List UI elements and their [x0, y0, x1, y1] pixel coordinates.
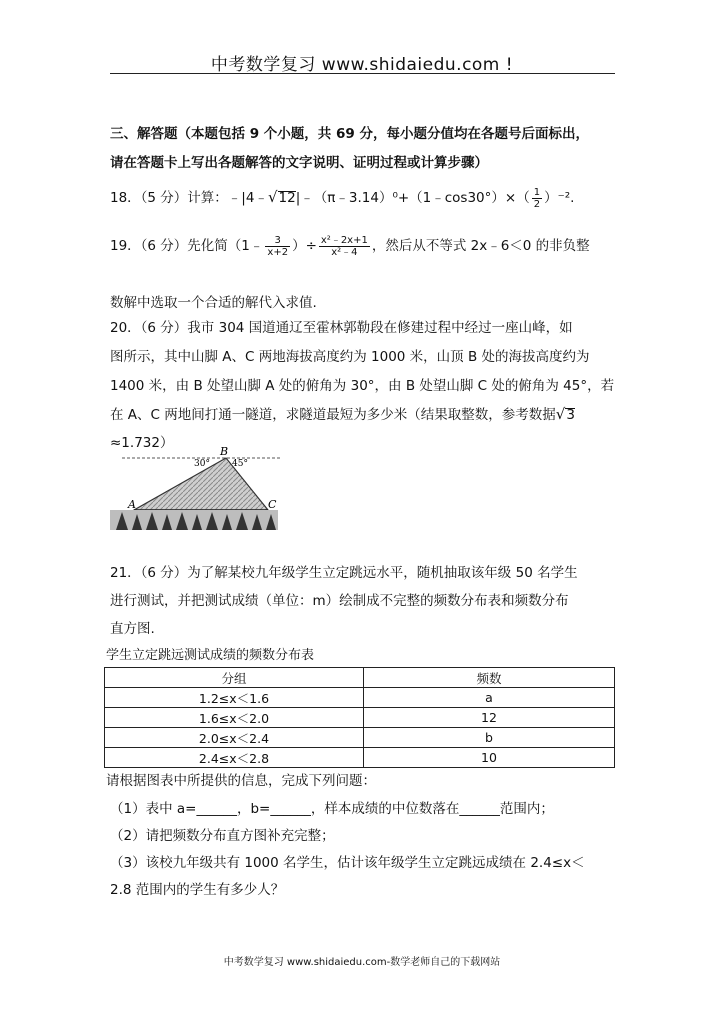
mountain-figure-drawing [108, 445, 283, 534]
table-row [105, 728, 615, 748]
q21-sub3-line1: （3）该校九年级共有 1000 名学生，估计该年级学生立定跳远成绩在 2.4≤x＜ [110, 855, 585, 871]
section-heading-line1: 三、解答题（本题包括 9 个小题，共 69 分，每小题分值均在各题号后面标出， [110, 126, 589, 142]
label-a: A [128, 498, 136, 511]
table-cell-frequency: a [364, 688, 615, 708]
q20-line4-text: 在 A、C 两地间打通一隧道，求隧道最短为多少米（结果取整数，参考数据 [110, 407, 556, 423]
q19-mid: ）÷ [292, 238, 317, 254]
label-b: B [220, 445, 229, 458]
question-19 [110, 234, 590, 268]
q19-suffix: ，然后从不等式 2x﹣6＜0 的非负整 [371, 238, 590, 254]
table-row [105, 748, 615, 768]
table-title: 学生立定跳远测试成绩的频数分布表 [106, 648, 315, 663]
q19-fraction-1 [265, 235, 290, 258]
table-header-frequency: 频数 [364, 668, 615, 688]
table-cell-range: 1.6≤x＜2.0 [105, 708, 364, 728]
table-cell-frequency: 12 [364, 708, 615, 728]
q20-line1: 20．（6 分）我市 304 国道通辽至霍林郭勒段在修建过程中经过一座山峰，如 [110, 320, 573, 336]
page-header-title: 中考数学复习 www.shidaiedu.com ! [210, 55, 514, 75]
q18-frac-den: 2 [533, 198, 541, 210]
q21-line2: 进行测试，并把测试成绩（单位：m）绘制成不完整的频数分布表和频数分布 [110, 593, 569, 609]
q21-sub2: （2）请把频数分布直方图补充完整； [110, 828, 335, 844]
q21-sub1: （1）表中 a=______，b=______，样本成绩的中位数落在______范围内； [110, 801, 554, 817]
table-row [105, 708, 615, 728]
q20-line4 [110, 403, 575, 423]
sqrt-icon: √ [267, 188, 278, 206]
q21-line3: 直方图. [110, 621, 155, 637]
angle-30-label: 30° [194, 459, 210, 469]
q19-fraction-2 [319, 235, 370, 258]
q20-line3: 1400 米，由 B 处望山脚 A 处的俯角为 30°，由 B 处望山脚 C 处的俯角为 45°，若 [110, 378, 615, 394]
q18-frac-num: 1 [533, 186, 541, 198]
q21-line1: 21．（6 分）为了解某校九年级学生立定跳远水平，随机抽取该年级 50 名学生 [110, 565, 578, 581]
q19-f2-den: x²﹣4 [331, 246, 358, 258]
q20-line5: ≈1.732） [110, 435, 174, 451]
header-divider [110, 73, 615, 74]
q19-f1-den: x+2 [267, 246, 289, 258]
q18-mid: |﹣（π﹣3.14）⁰+（1﹣cos30°）×（ [295, 190, 530, 206]
angle-45-label: 45° [232, 459, 248, 469]
q19-f1-num: 3 [265, 235, 290, 247]
table-cell-frequency: 10 [364, 748, 615, 768]
table-cell-range: 1.2≤x＜1.6 [105, 688, 364, 708]
q20-sqrt-arg: 3 [566, 407, 575, 423]
table-row [105, 688, 615, 708]
q19-prefix: 19．（6 分）先化简（1﹣ [110, 238, 264, 254]
q18-suffix: ）⁻². [544, 190, 575, 206]
label-c: C [268, 498, 277, 511]
table-cell-frequency: b [364, 728, 615, 748]
q20-line2: 图所示，其中山脚 A、C 两地海拔高度约为 1000 米，山顶 B 处的海拔高度约为 [110, 349, 590, 365]
sqrt-icon: √ [555, 405, 566, 423]
frequency-table [104, 667, 615, 768]
q21-prompt: 请根据图表中所提供的信息，完成下列问题： [106, 773, 376, 789]
q18-fraction [532, 187, 542, 210]
page-footer: 中考数学复习 www.shidaiedu.com-数学老师自己的下载网站 [223, 957, 501, 968]
table-header-group: 分组 [105, 668, 364, 688]
q18-prefix: 18．（5 分）计算：﹣|4﹣ [110, 190, 268, 206]
table-cell-range: 2.0≤x＜2.4 [105, 728, 364, 748]
q21-sub3-line2: 2.8 范围内的学生有多少人？ [110, 882, 285, 898]
section-heading-line2: 请在答题卡上写出各题解答的文字说明、证明过程或计算步骤） [110, 155, 488, 171]
table-cell-range: 2.4≤x＜2.8 [105, 748, 364, 768]
q19-line2: 数解中选取一个合适的解代入求值. [110, 295, 317, 311]
q18-sqrt-arg: 12 [278, 190, 296, 206]
q19-f2-num: x²﹣2x+1 [320, 234, 368, 246]
table-header-row [105, 668, 615, 688]
question-18 [110, 186, 574, 216]
